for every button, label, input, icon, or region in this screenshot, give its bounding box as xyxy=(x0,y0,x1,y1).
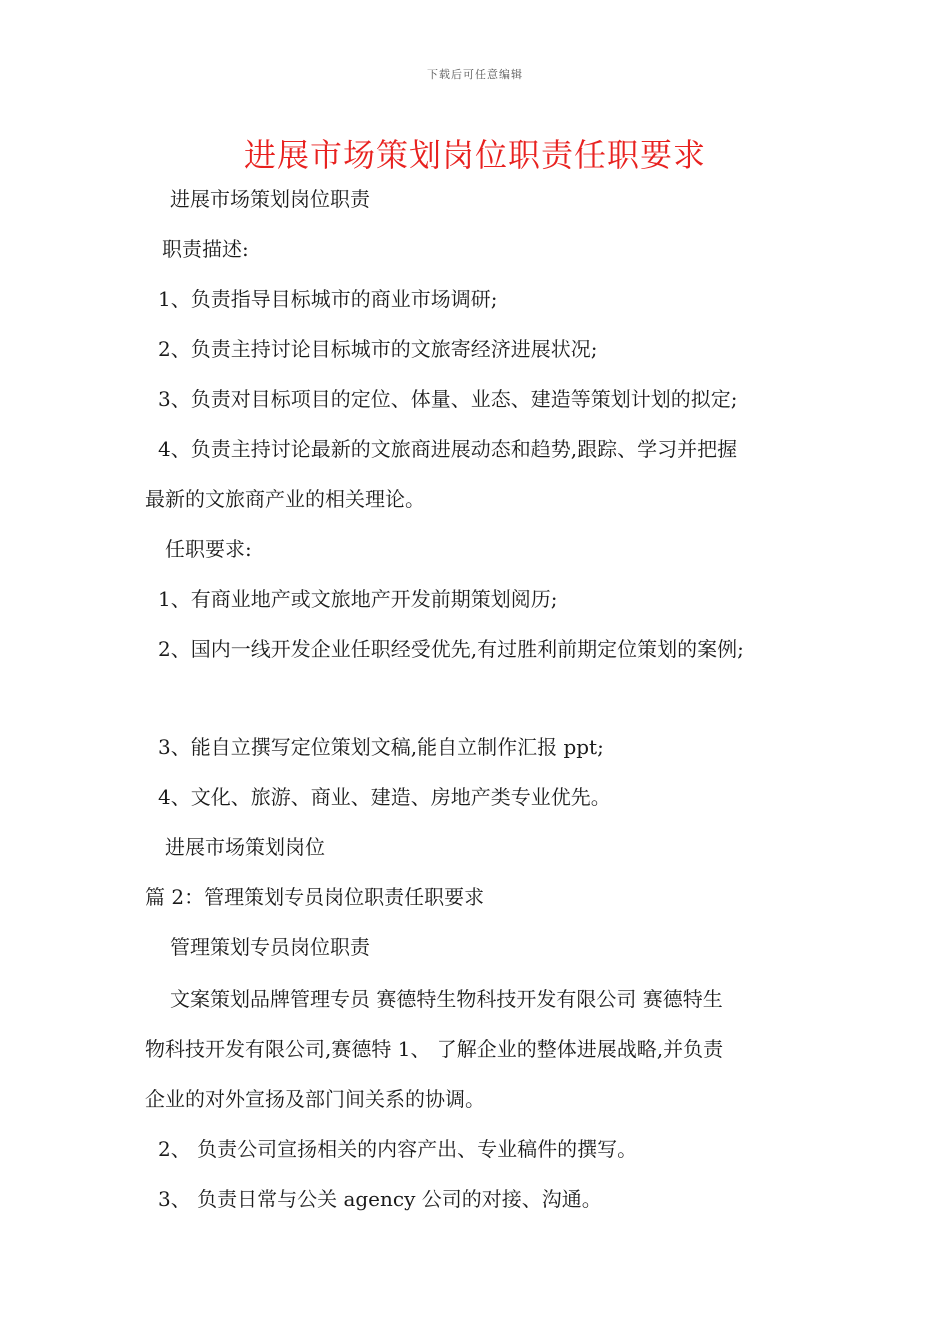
duty-item-1: 1、负责指导目标城市的商业市场调研; xyxy=(158,287,498,311)
duty-item-4: 4、负责主持讨论最新的文旅商进展动态和趋势,跟踪、学习并把握 xyxy=(158,437,738,461)
article-2-item-2: 2、 负责公司宣扬相关的内容产出、专业稿件的撰写。 xyxy=(158,1137,638,1161)
article-2-paragraph-line-1: 文案策划品牌管理专员 赛德特生物科技开发有限公司 赛德特生 xyxy=(170,987,723,1011)
section-heading: 进展市场策划岗位职责 xyxy=(170,187,370,211)
requirement-item-2: 2、国内一线开发企业任职经受优先,有过胜利前期定位策划的案例; xyxy=(158,637,744,661)
requirement-item-4: 4、文化、旅游、商业、建造、房地产类专业优先。 xyxy=(158,785,611,809)
requirement-item-3: 3、能自立撰写定位策划文稿,能自立制作汇报 ppt; xyxy=(158,735,604,759)
article-2-subheading: 管理策划专员岗位职责 xyxy=(170,935,370,959)
requirement-item-1: 1、有商业地产或文旅地产开发前期策划阅历; xyxy=(158,587,558,611)
article-2-heading: 篇 2：管理策划专员岗位职责任职要求 xyxy=(145,885,485,909)
duty-item-3: 3、负责对目标项目的定位、体量、业态、建造等策划计划的拟定; xyxy=(158,387,738,411)
document-title: 进展市场策划岗位职责任职要求 xyxy=(243,136,706,174)
article-2-paragraph-line-3: 企业的对外宣扬及部门间关系的协调。 xyxy=(145,1087,485,1111)
page-header: 下载后可任意编辑 xyxy=(427,68,523,81)
section-footer-label: 进展市场策划岗位 xyxy=(165,835,325,859)
duty-item-2: 2、负责主持讨论目标城市的文旅寄经济进展状况; xyxy=(158,337,598,361)
duty-item-4-continued: 最新的文旅商产业的相关理论。 xyxy=(145,487,425,511)
article-2-item-3: 3、 负责日常与公关 agency 公司的对接、沟通。 xyxy=(158,1187,602,1211)
subheading-requirements: 任职要求: xyxy=(165,537,252,561)
subheading-duty-description: 职责描述: xyxy=(162,237,249,261)
article-2-paragraph-line-2: 物科技开发有限公司,赛德特 1、 了解企业的整体进展战略,并负责 xyxy=(145,1037,724,1061)
